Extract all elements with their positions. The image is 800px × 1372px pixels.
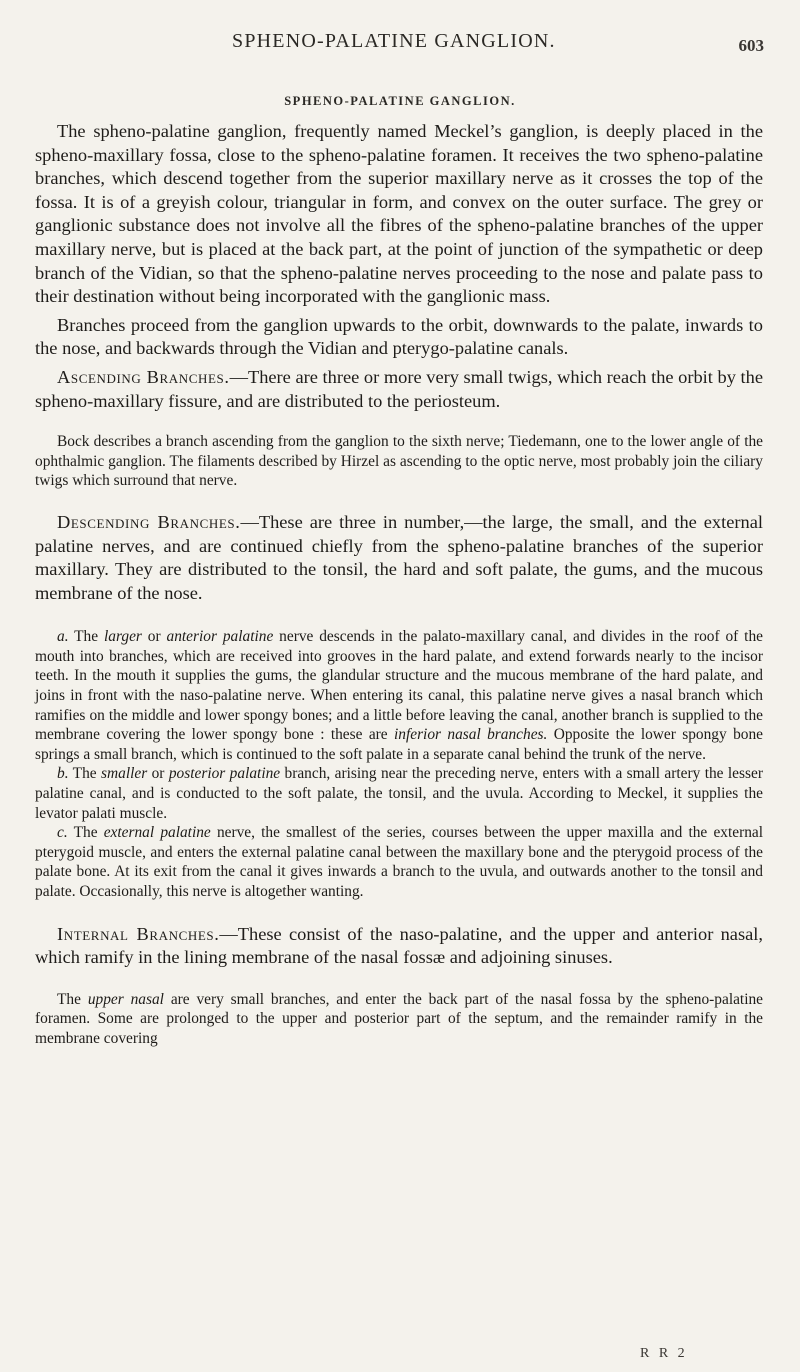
smaller-palatine-paragraph — [35, 764, 763, 823]
a-the: The — [74, 628, 99, 646]
ascending-branches-heading: Ascending Branches. — [57, 366, 230, 387]
b-the: The — [72, 765, 97, 783]
section-heading: SPHENO-PALATINE GANGLION. — [284, 94, 516, 108]
page-body — [35, 120, 763, 1049]
running-head — [0, 30, 800, 62]
running-title: SPHENO-PALATINE GANGLION. — [232, 30, 556, 52]
ascending-branches-paragraph — [35, 366, 763, 413]
item-label-b: b. — [57, 765, 69, 783]
upper-nasal-the: The — [57, 990, 81, 1008]
b-posterior-palatine: posterior palatine — [168, 765, 281, 783]
larger-palatine-paragraph — [35, 627, 763, 764]
internal-branches-paragraph — [35, 923, 763, 970]
descending-branches-paragraph — [35, 511, 763, 605]
descending-branches-heading: Descending Branches. — [57, 511, 241, 532]
a-anterior-palatine: anterior palatine — [166, 628, 274, 646]
b-text: branch, arising near the preceding nerve, enters with a small artery the lesser palatine canal, and is conducted to the soft palate, the tonsil, and the uvula. According to Meckel, it supplies the levator palati muscle. — [35, 765, 763, 822]
a-or: or — [147, 628, 161, 646]
a-larger: larger — [103, 628, 142, 646]
c-text: nerve, the smallest of the series, courses between the upper maxilla and the external pterygoid muscle, and enters the external palatine canal between the maxillary bone and the pterygoid process of the palate bone. At its exit from the canal it gives inwards a branch to the uvula, and outwards another to the tonsil and palate. Occasionally, this nerve is altogether wanting. — [35, 824, 764, 900]
signature-mark: R R 2 — [640, 1346, 688, 1361]
a-inferior-nasal-branches: inferior nasal branches. — [393, 726, 548, 744]
upper-nasal-text: are very small branches, and enter the back part of the nasal fossa by the spheno-palatine foramen. Some are prolonged to the upper and posterior part of the septum, and the remainder ramify in the membrane covering — [35, 990, 764, 1047]
a-text-1: nerve descends in the palato-maxillary canal, and divides in the roof of the mouth into branches, which are received into grooves in the hard palate, and extend forwards nearly to the incisor teeth. In the mouth it supplies the gums, the glandular structure and the mucous membrane of the hard palate, and joins in front with the naso-palatine nerve. When entering its canal, this palatine nerve gives a nasal branch which ramifies on the middle and lower spongy bones; and a little before leaving the canal, another branch is supplied to the membrane covering the lower spongy bone : these are — [35, 628, 763, 744]
b-or: or — [151, 765, 165, 783]
ascending-branches-text: —There are three or more very small twigs, which reach the orbit by the spheno-maxillary fissure, and are distributed to the periosteum. — [35, 366, 763, 411]
branches-paragraph: Branches proceed from the ganglion upwards to the orbit, downwards to the palate, inwards to the nose, and backwards through the Vidian and pterygo-palatine canals. — [35, 314, 763, 359]
a-text-2: Opposite the lower spongy bone springs a small branch, which is continued to the soft palate in a separate canal behind the trunk of the nerve. — [35, 726, 763, 763]
item-label-a: a. — [57, 628, 69, 646]
page-number: 603 — [738, 36, 764, 55]
internal-branches-text: —These consist of the naso-palatine, and the upper and anterior nasal, which ramify in the lining membrane of the nasal fossæ and adjoining sinuses. — [35, 923, 763, 968]
bock-note-paragraph: Bock describes a branch ascending from the ganglion to the sixth nerve; Tiedemann, one to the lower angle of the ophthalmic ganglion. The filaments described by Hirzel as ascending to the optic nerve, most probably join the ciliary twigs which surround that nerve. — [35, 433, 763, 490]
c-the: The — [73, 824, 98, 842]
c-external-palatine: external palatine — [103, 824, 211, 842]
upper-nasal-term: upper nasal — [87, 990, 164, 1008]
descending-branches-text: —These are three in number,—the large, the small, and the external palatine nerves, and are continued chiefly from the spheno-palatine branches of the superior maxillary. They are distributed to the tonsil, the hard and soft palate, the gums, and the mucous membrane of the nose. — [35, 511, 763, 603]
item-label-c: c. — [57, 824, 68, 842]
intro-paragraph: The spheno-palatine ganglion, frequently named Meckel’s ganglion, is deeply placed in the spheno-maxillary fossa, close to the spheno-palatine foramen. It receives the two spheno-palatine branches, which descend together from the superior maxillary nerve as it crosses the top of the fossa. It is of a greyish colour, triangular in form, and convex on the outer surface. The grey or ganglionic substance does not involve all the fibres of the spheno-palatine branches of the upper maxillary nerve, but is placed at the back part, at the point of junction of the sympathetic or deep branch of the Vidian, so that the spheno-palatine nerves proceeding to the nose and palate pass to their destination without being incorporated with the ganglionic mass. — [35, 121, 763, 307]
b-smaller: smaller — [101, 765, 148, 783]
internal-branches-heading: Internal Branches. — [57, 923, 220, 944]
external-palatine-paragraph — [35, 823, 763, 901]
upper-nasal-paragraph — [35, 990, 763, 1049]
